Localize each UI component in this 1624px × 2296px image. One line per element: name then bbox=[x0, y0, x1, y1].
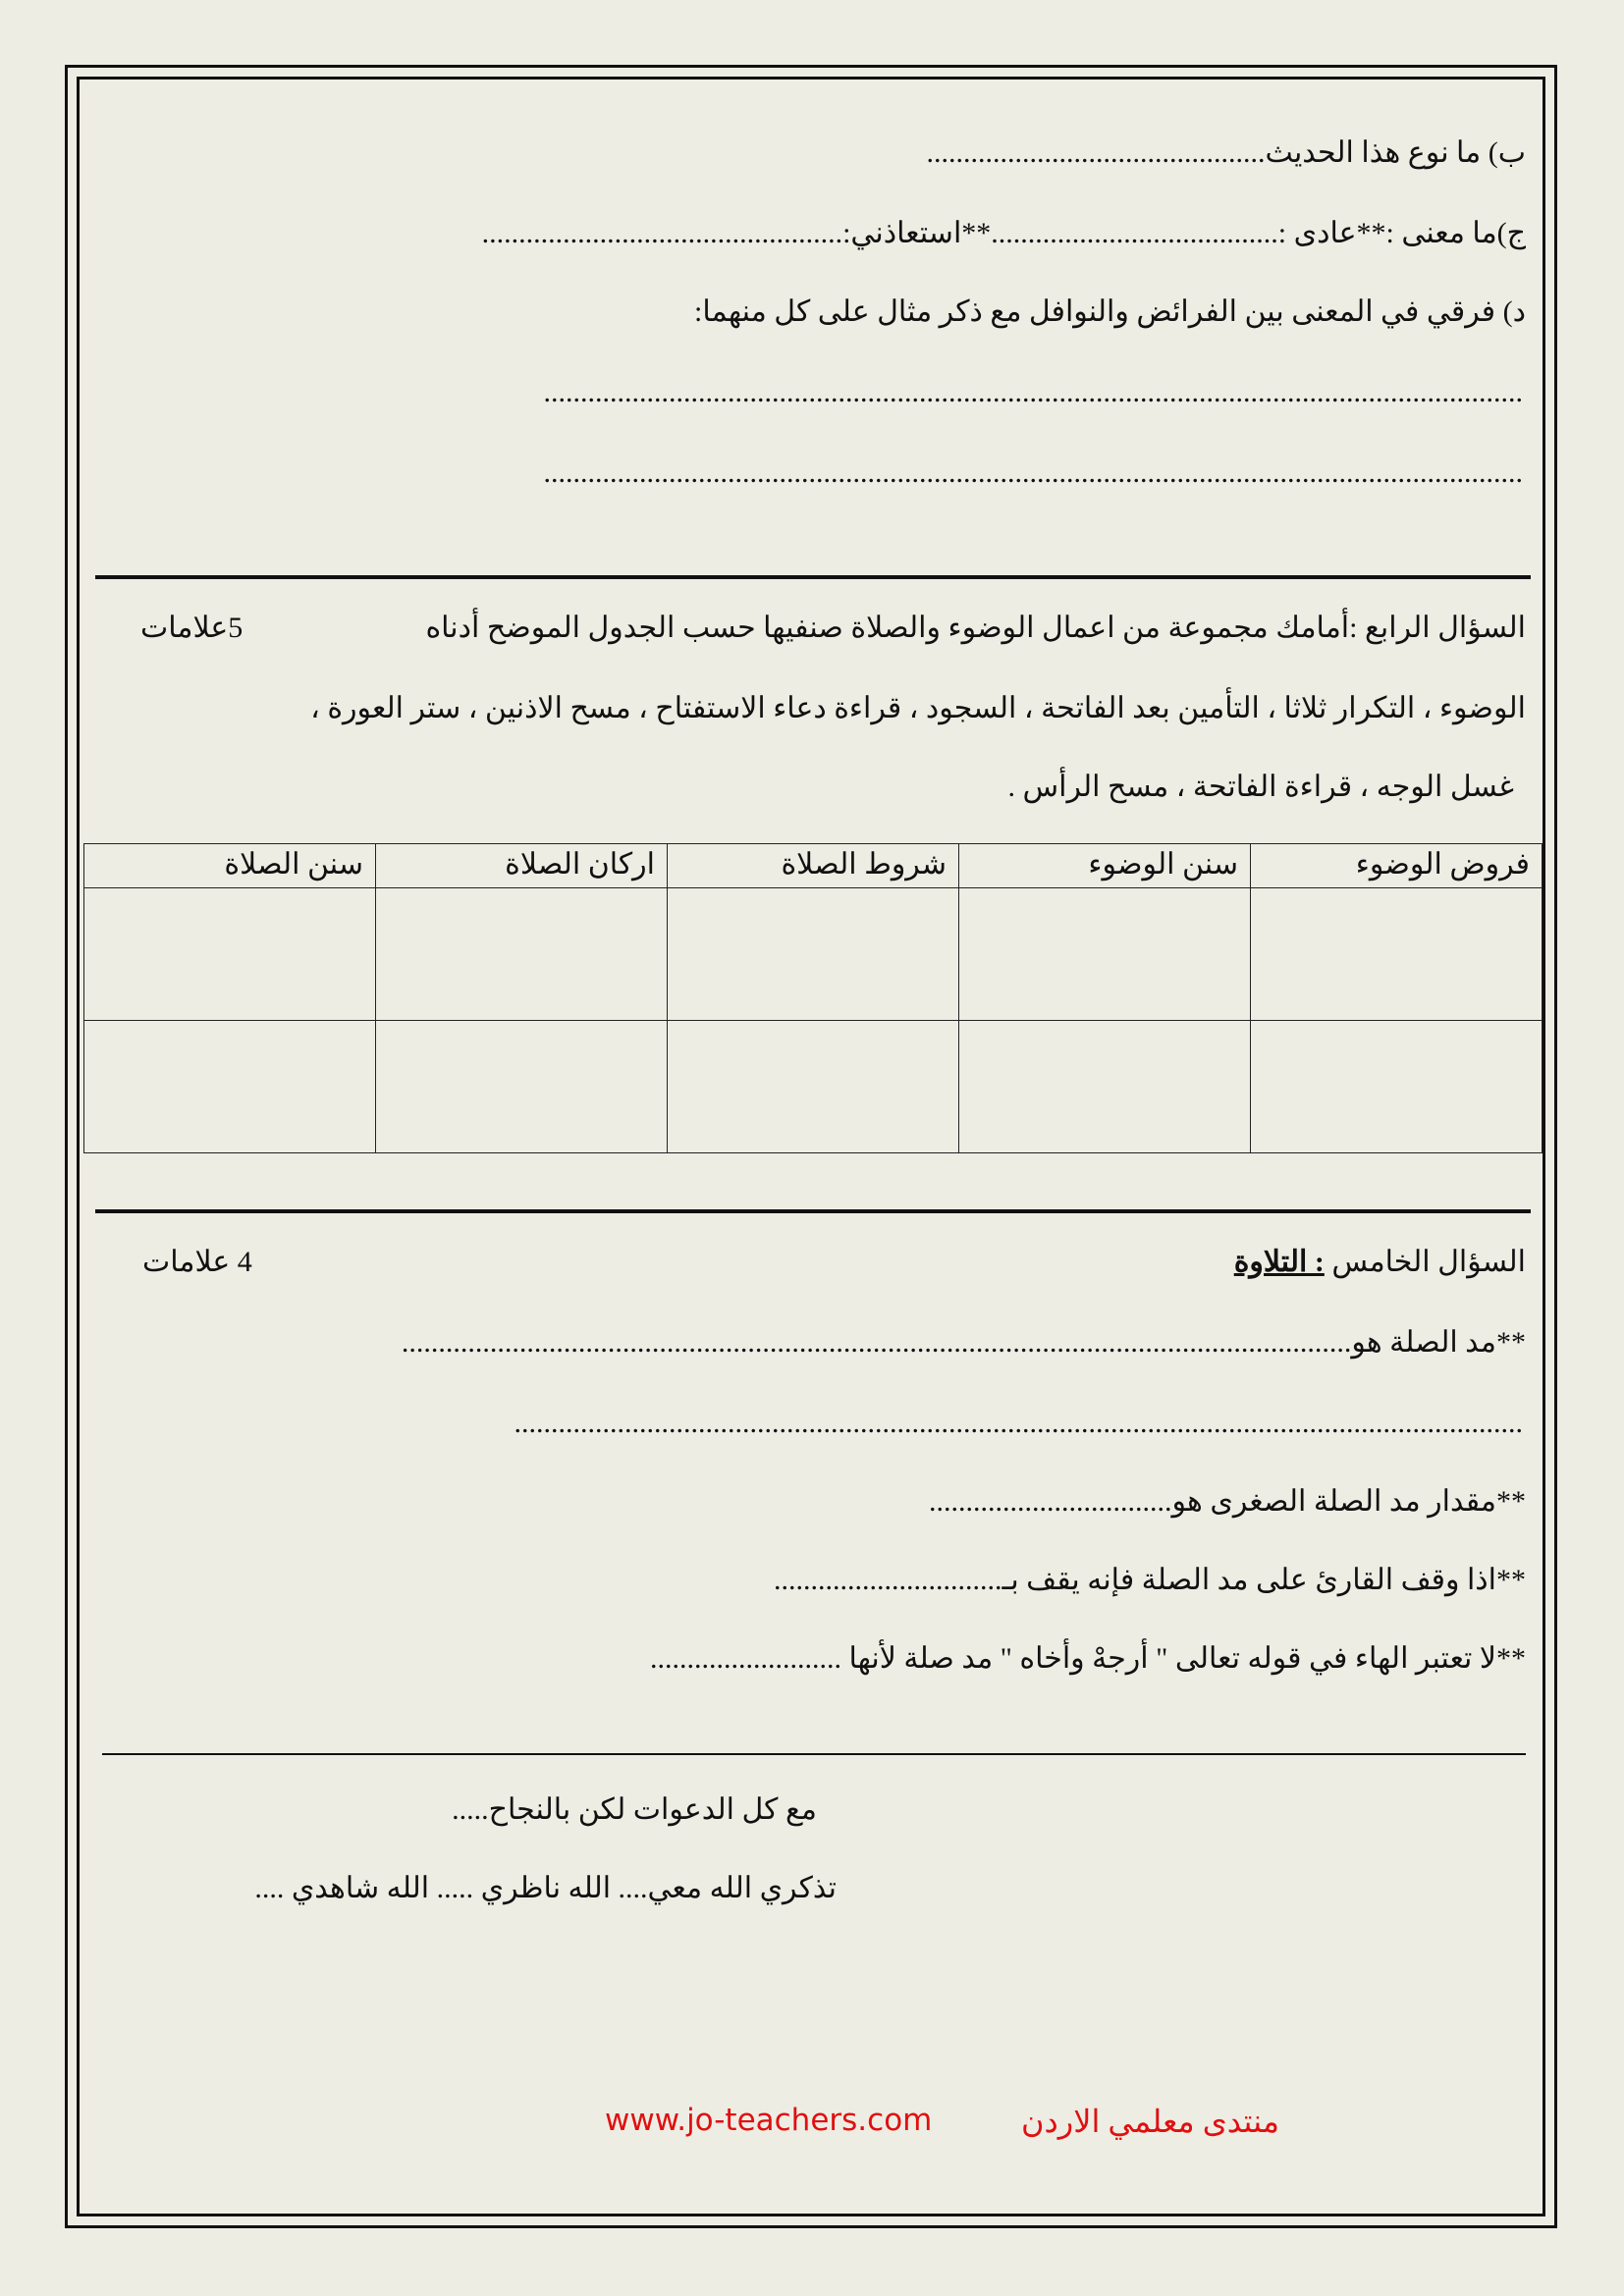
table-row bbox=[84, 888, 1543, 1021]
question-4-items-line2: غسل الوجه ، قراءة الفاتحة ، مسح الرأس . bbox=[1007, 771, 1514, 803]
table-cell[interactable] bbox=[1251, 888, 1543, 1021]
header-prayer-sunnahs: سنن الصلاة bbox=[84, 844, 376, 888]
footer-forum-name: منتدى معلمي الاردن bbox=[1021, 2104, 1279, 2139]
section-divider-1 bbox=[95, 575, 1531, 579]
question-5-line2: ......................................................................................................................................... bbox=[514, 1407, 1523, 1439]
table-cell[interactable] bbox=[668, 1021, 959, 1153]
header-prayer-pillars: اركان الصلاة bbox=[376, 844, 668, 888]
question-5-line4: **اذا وقف القارئ على مد الصلة فإنه يقف بـ............................... bbox=[774, 1564, 1526, 1596]
closing-remember: تذكري الله معي.... الله ناظري ..... الله شاهدي .... bbox=[254, 1872, 837, 1904]
question-5-topic: : التلاوة bbox=[1233, 1246, 1325, 1278]
section-divider-2 bbox=[95, 1209, 1531, 1213]
question-5-line5: **لا تعتبر الهاء في قوله تعالى " أرجهْ وأخاه " مد صلة لأنها .......................... bbox=[649, 1642, 1526, 1675]
question-5-marks: 4 علامات bbox=[142, 1246, 252, 1278]
question-4-marks: 5علامات bbox=[140, 612, 244, 644]
question-b: ب) ما نوع هذا الحديث.............................................. bbox=[926, 136, 1526, 169]
table-cell[interactable] bbox=[84, 888, 376, 1021]
closing-wish: مع كل الدعوات لكن بالنجاح..... bbox=[452, 1793, 817, 1826]
table-cell[interactable] bbox=[668, 888, 959, 1021]
table-header-row bbox=[84, 844, 1543, 888]
answer-line-d1: ..................................................................................................................................... bbox=[543, 376, 1523, 408]
question-5-line1: **مد الصلة هو................................................................................................................................. bbox=[401, 1326, 1526, 1359]
question-4-title: السؤال الرابع :أمامك مجموعة من اعمال الوضوء والصلاة صنفيها حسب الجدول الموضح أدناه bbox=[425, 612, 1526, 644]
table-cell[interactable] bbox=[84, 1021, 376, 1153]
footer-website-link[interactable]: www.jo-teachers.com bbox=[605, 2103, 933, 2138]
answer-line-d2: ..................................................................................................................................... bbox=[543, 456, 1523, 489]
question-5-line3: **مقدار مد الصلة الصغرى هو................................. bbox=[929, 1485, 1526, 1518]
table-cell[interactable] bbox=[1251, 1021, 1543, 1153]
section-divider-3 bbox=[102, 1753, 1526, 1755]
classification-table bbox=[83, 843, 1543, 1153]
header-wudu-sunnahs: سنن الوضوء bbox=[959, 844, 1251, 888]
question-c: ج)ما معنى :**عادى :.......................................**استعاذني:................................................. bbox=[481, 217, 1526, 249]
header-wudu-obligations: فروض الوضوء bbox=[1251, 844, 1543, 888]
table-cell[interactable] bbox=[959, 1021, 1251, 1153]
question-d: د) فرقي في المعنى بين الفرائض والنوافل مع ذكر مثال على كل منهما: bbox=[694, 295, 1526, 328]
table-cell[interactable] bbox=[376, 1021, 668, 1153]
question-5-prefix: السؤال الخامس bbox=[1324, 1246, 1526, 1278]
table-cell[interactable] bbox=[959, 888, 1251, 1021]
table-cell[interactable] bbox=[376, 888, 668, 1021]
header-prayer-conditions: شروط الصلاة bbox=[668, 844, 959, 888]
question-4-items-line1: الوضوء ، التكرار ثلاثا ، التأمين بعد الفاتحة ، السجود ، قراءة دعاء الاستفتاح ، مسح الاذنين ، ستر العورة ، bbox=[310, 692, 1526, 724]
table-row bbox=[84, 1021, 1543, 1153]
question-5-title bbox=[1234, 1243, 1526, 1282]
